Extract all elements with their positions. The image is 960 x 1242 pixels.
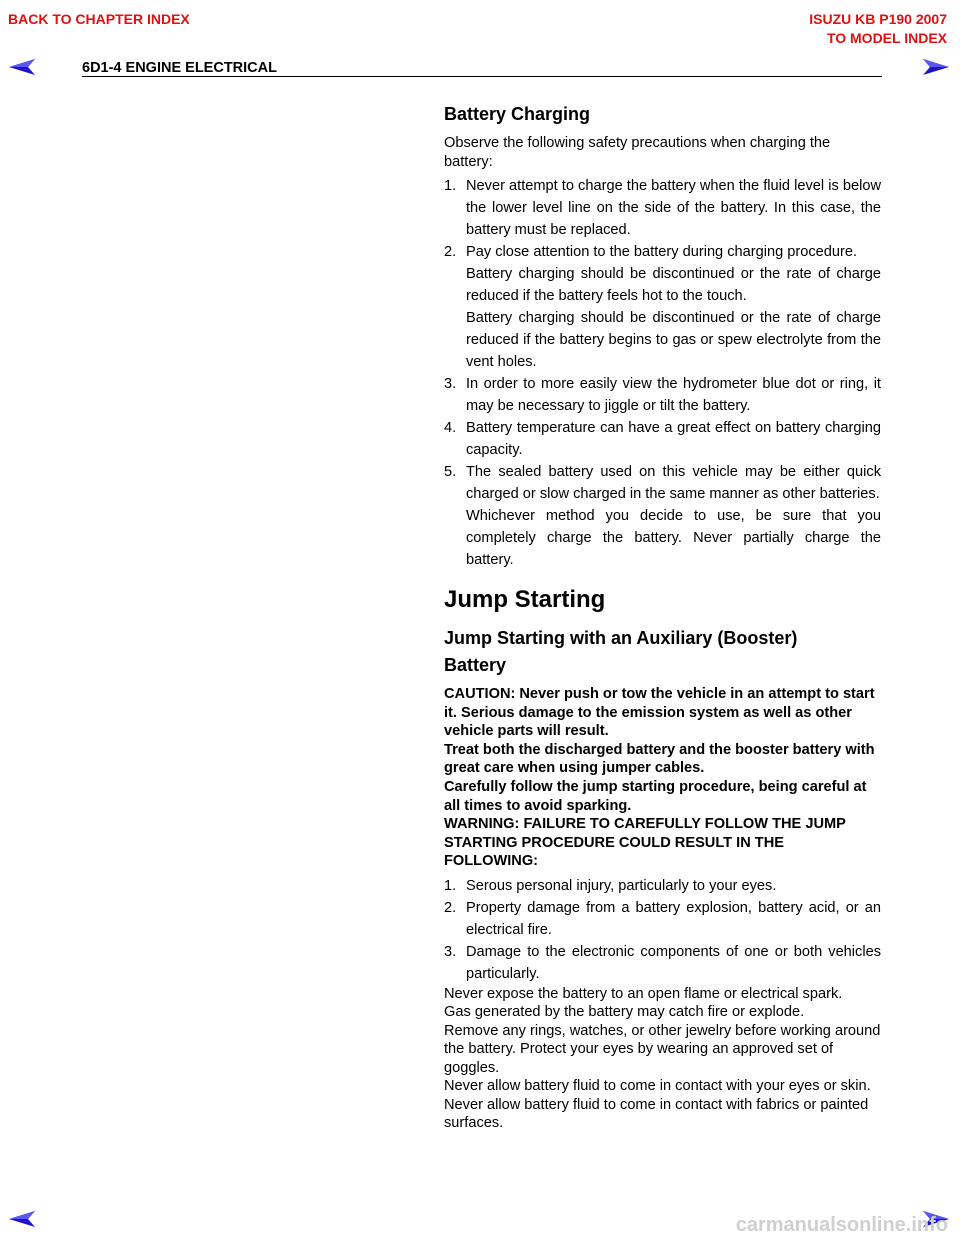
- list-item-continuation: Whichever method you decide to use, be sure that you completely charge the battery. Never partially charge the battery.: [466, 508, 881, 568]
- to-model-index-link[interactable]: TO MODEL INDEX: [826, 30, 947, 46]
- list-item-number: 4.: [444, 420, 457, 436]
- list-item-text: Never attempt to charge the battery when the fluid level is below the lower level line on the side of the battery. In this case, the battery must be replaced.: [466, 178, 881, 238]
- list-item-text: Pay close attention to the battery during charging procedure.: [466, 244, 858, 260]
- warning-text: WARNING: FAILURE TO CAREFULLY FOLLOW THE JUMP STARTING PROCEDURE COULD RESULT IN THE FOLLOWING:: [444, 816, 846, 870]
- next-page-arrow-icon[interactable]: [922, 57, 950, 77]
- list-item-number: 1.: [444, 178, 457, 194]
- jump-starting-subheading: Jump Starting with an Auxiliary (Booster): [444, 628, 798, 648]
- list-item: [444, 941, 881, 985]
- model-title-link[interactable]: ISUZU KB P190 2007: [809, 11, 947, 27]
- list-item-number: 3.: [444, 943, 457, 960]
- list-item: [444, 461, 881, 505]
- list-item-text: In order to more easily view the hydrometer blue dot or ring, it may be necessary to jiggle or tilt the battery.: [466, 376, 881, 414]
- charging-precautions-list: [444, 175, 881, 571]
- treat-text: Treat both the discharged battery and the booster battery with great care when using jumper cables.: [444, 741, 875, 777]
- battery-charging-heading: Battery Charging: [444, 104, 591, 124]
- safety-paragraph: Never allow battery fluid to come in contact with your eyes or skin.: [444, 1078, 871, 1095]
- list-item: [444, 175, 881, 241]
- list-item-text: Battery temperature can have a great effect on battery charging capacity.: [466, 420, 881, 458]
- carefully-text: Carefully follow the jump starting procedure, being careful at all times to avoid sparking.: [444, 778, 867, 814]
- list-item-continuation: Battery charging should be discontinued or the rate of charge reduced if the battery begins to gas or spew electrolyte from the vent holes.: [466, 310, 881, 370]
- list-item-number: 2.: [444, 244, 457, 260]
- previous-page-arrow-icon[interactable]: [8, 1209, 36, 1229]
- list-item-text: Damage to the electronic components of one or both vehicles particularly.: [466, 943, 881, 982]
- safety-paragraph: Remove any rings, watches, or other jewelry before working around the battery. Protect your eyes by wearing an approved set of goggles.: [444, 1022, 881, 1076]
- list-item-text: Property damage from a battery explosion, battery acid, or an electrical fire.: [466, 899, 881, 938]
- jump-starting-subheading-cont: Battery: [444, 655, 507, 675]
- jump-starting-heading: Jump Starting: [444, 586, 606, 613]
- list-item: [444, 241, 881, 263]
- list-item-text: The sealed battery used on this vehicle may be either quick charged or slow charged in the same manner as other batteries.: [466, 464, 881, 502]
- back-to-chapter-index-link[interactable]: BACK TO CHAPTER INDEX: [8, 11, 190, 27]
- list-item: [444, 897, 881, 941]
- list-item: [444, 417, 881, 461]
- page-header-title: 6D1-4 ENGINE ELECTRICAL: [82, 60, 277, 76]
- list-item-text: Serous personal injury, particularly to your eyes.: [466, 877, 777, 894]
- safety-paragraph: Never allow battery fluid to come in contact with fabrics or painted surfaces.: [444, 1096, 869, 1132]
- jump-warning-list: [444, 875, 881, 985]
- previous-page-arrow-icon[interactable]: [8, 57, 36, 77]
- list-item: [444, 875, 881, 897]
- list-item-number: 3.: [444, 376, 457, 392]
- list-item: [444, 373, 881, 417]
- safety-paragraph: Gas generated by the battery may catch fire or explode.: [444, 1004, 805, 1021]
- battery-charging-intro: Observe the following safety precautions when charging the battery:: [444, 135, 831, 170]
- caution-text: CAUTION: Never push or tow the vehicle in an attempt to start it. Serious damage to the emission system as well as other vehicle parts will result.: [444, 686, 875, 740]
- header-divider: [82, 76, 882, 77]
- content-column: [444, 103, 881, 1133]
- watermark: carmanualsonline.info: [735, 1214, 948, 1236]
- list-item-number: 1.: [444, 877, 457, 894]
- list-item-number: 5.: [444, 464, 457, 480]
- list-item-number: 2.: [444, 899, 457, 916]
- safety-paragraph: Never expose the battery to an open flame or electrical spark.: [444, 985, 843, 1002]
- list-item-continuation: Battery charging should be discontinued or the rate of charge reduced if the battery feels hot to the touch.: [466, 266, 881, 304]
